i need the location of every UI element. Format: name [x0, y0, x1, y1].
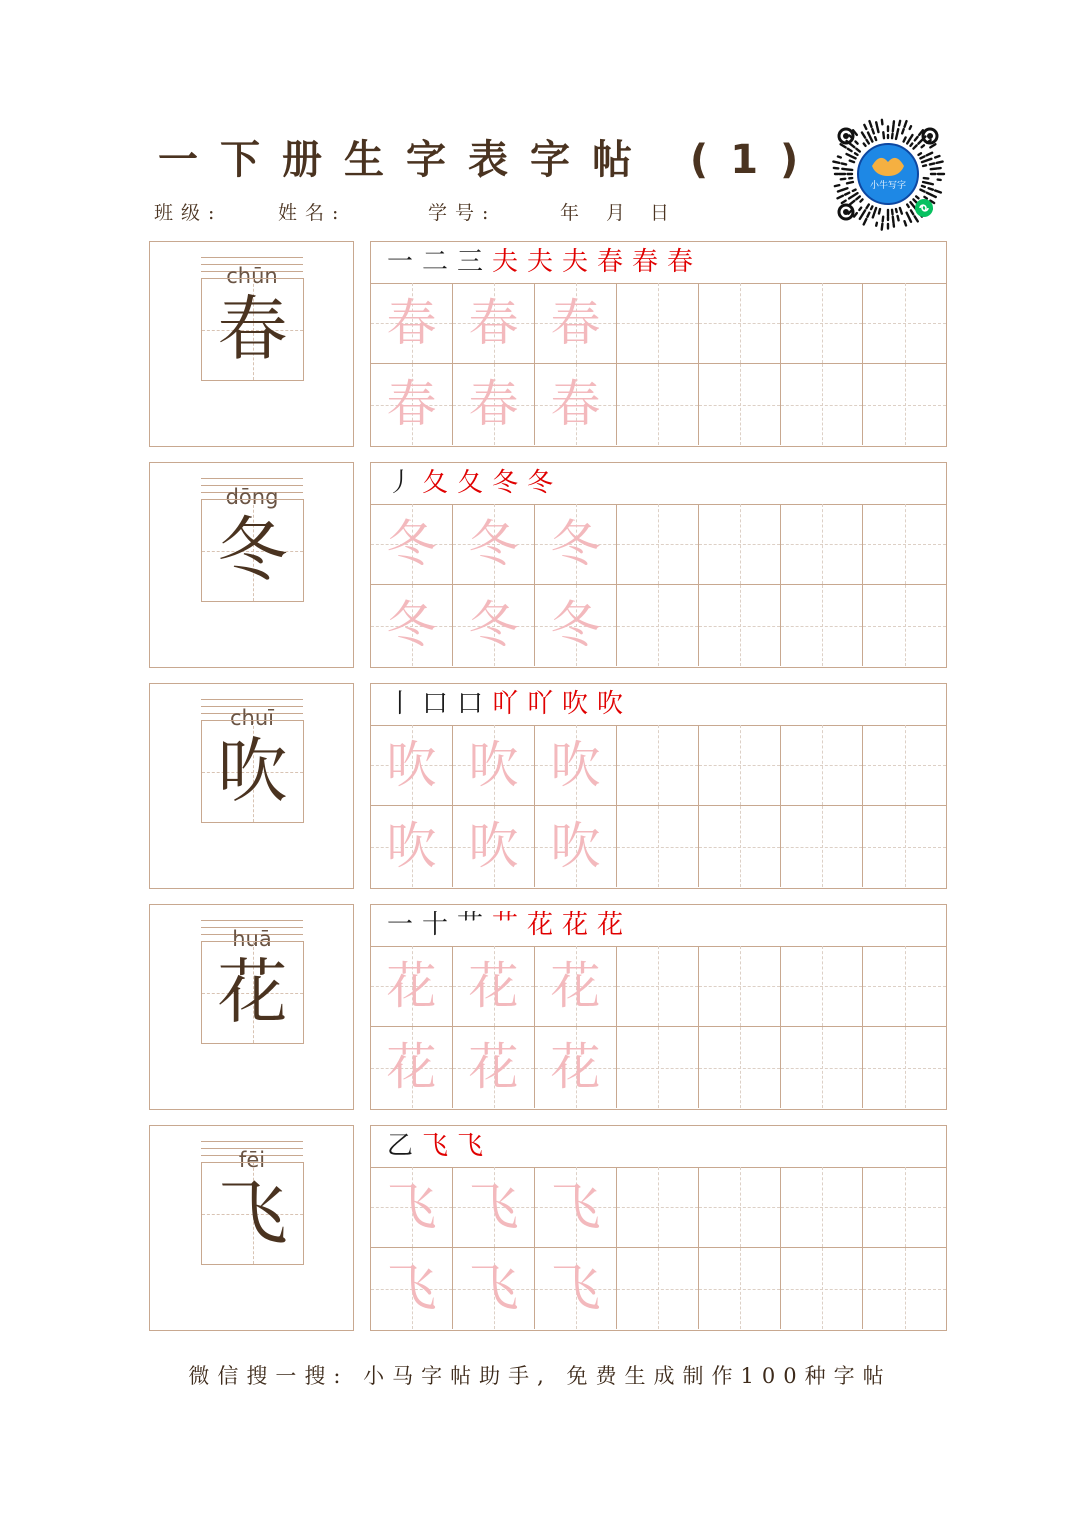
tian-grid	[201, 720, 304, 823]
practice-cell[interactable]	[863, 806, 946, 887]
practice-cell[interactable]	[371, 364, 453, 445]
practice-cell[interactable]	[535, 946, 617, 1027]
qr-badge-text: 小牛写字	[869, 181, 907, 191]
trace-character: 吹	[468, 817, 519, 875]
practice-cell[interactable]	[371, 585, 453, 666]
stroke-step: 口	[421, 689, 448, 719]
pinyin-text: fēi	[238, 1148, 266, 1172]
practice-cell[interactable]	[781, 1248, 863, 1329]
practice-cell[interactable]	[453, 1027, 535, 1108]
practice-area	[370, 241, 947, 447]
practice-cell[interactable]	[781, 504, 863, 585]
stroke-order-row	[371, 1126, 946, 1168]
practice-cell[interactable]	[699, 364, 781, 445]
practice-cell[interactable]	[617, 1027, 699, 1108]
year-label: 年	[560, 202, 588, 224]
practice-cell[interactable]	[453, 946, 535, 1027]
practice-grid	[371, 504, 946, 667]
practice-cell[interactable]	[535, 504, 617, 585]
practice-cell[interactable]	[699, 1167, 781, 1248]
practice-cell[interactable]	[781, 806, 863, 887]
practice-cell[interactable]	[699, 504, 781, 585]
stroke-order-row	[371, 684, 946, 726]
practice-cell[interactable]	[371, 806, 453, 887]
stroke-step: 冬	[526, 468, 553, 498]
trace-character: 飞	[468, 1178, 519, 1236]
practice-area	[370, 683, 947, 889]
stroke-step: 吹	[561, 689, 588, 719]
stroke-order-row	[371, 905, 946, 947]
student-id-label: 学号:	[428, 202, 497, 224]
day-label: 日	[650, 202, 678, 224]
practice-grid	[371, 1167, 946, 1330]
practice-cell[interactable]	[371, 1248, 453, 1329]
trace-character: 春	[386, 294, 437, 352]
practice-cell[interactable]	[863, 1248, 946, 1329]
practice-cell[interactable]	[453, 1167, 535, 1248]
practice-cell[interactable]	[453, 806, 535, 887]
trace-character: 冬	[468, 515, 519, 573]
practice-cell[interactable]	[535, 1027, 617, 1108]
trace-character: 花	[386, 957, 437, 1015]
stroke-step: 艹	[456, 910, 483, 940]
practice-cell[interactable]	[371, 1167, 453, 1248]
trace-character: 吹	[468, 736, 519, 794]
practice-cell[interactable]	[781, 585, 863, 666]
practice-cell[interactable]	[453, 283, 535, 364]
stroke-step: 一	[386, 910, 413, 940]
footer-note: 微信搜一搜: 小马字帖助手, 免费生成制作100种字帖	[188, 1364, 892, 1388]
trace-character: 春	[550, 294, 601, 352]
practice-cell[interactable]	[535, 725, 617, 806]
trace-character: 花	[550, 1038, 601, 1096]
trace-character: 春	[468, 294, 519, 352]
stroke-step: 春	[666, 247, 693, 277]
stroke-step: 丿	[386, 468, 413, 498]
character-row	[149, 241, 947, 449]
trace-character: 飞	[386, 1259, 437, 1317]
practice-cell[interactable]	[617, 283, 699, 364]
stroke-step: 三	[456, 247, 483, 277]
trace-character: 花	[468, 957, 519, 1015]
stroke-step: 花	[526, 910, 553, 940]
practice-cell[interactable]	[699, 806, 781, 887]
stroke-order-row	[371, 242, 946, 284]
model-character-box	[149, 241, 354, 447]
practice-cell[interactable]	[863, 364, 946, 445]
practice-grid	[371, 283, 946, 446]
pinyin-text: dōng	[225, 485, 279, 509]
pinyin-text: chuī	[230, 706, 274, 730]
practice-cell[interactable]	[535, 1248, 617, 1329]
practice-cell[interactable]	[699, 1027, 781, 1108]
practice-area	[370, 904, 947, 1110]
practice-cell[interactable]	[863, 1027, 946, 1108]
practice-cell[interactable]	[535, 283, 617, 364]
practice-cell[interactable]	[371, 504, 453, 585]
trace-character: 吹	[386, 736, 437, 794]
practice-cell[interactable]	[863, 283, 946, 364]
pinyin-text: chūn	[226, 264, 278, 288]
stroke-step: 花	[561, 910, 588, 940]
name-label: 姓名:	[278, 202, 347, 224]
model-character: 吹	[217, 730, 288, 812]
character-row	[149, 683, 947, 891]
practice-cell[interactable]	[863, 725, 946, 806]
practice-cell[interactable]	[863, 946, 946, 1027]
practice-cell[interactable]	[781, 1167, 863, 1248]
tian-grid	[201, 1162, 304, 1265]
character-row	[149, 1125, 947, 1333]
stroke-step: 吖	[491, 689, 518, 719]
stroke-step: 夫	[491, 247, 518, 277]
model-character: 冬	[217, 509, 288, 591]
practice-cell[interactable]	[699, 725, 781, 806]
practice-cell[interactable]	[781, 364, 863, 445]
practice-grid	[371, 725, 946, 888]
practice-cell[interactable]	[699, 585, 781, 666]
practice-cell[interactable]	[781, 1027, 863, 1108]
trace-character: 吹	[550, 817, 601, 875]
stroke-step: 夫	[561, 247, 588, 277]
practice-cell[interactable]	[535, 1167, 617, 1248]
tian-grid	[201, 278, 304, 381]
trace-character: 吹	[386, 817, 437, 875]
practice-cell[interactable]	[535, 806, 617, 887]
practice-cell[interactable]	[453, 585, 535, 666]
practice-cell[interactable]	[781, 946, 863, 1027]
stroke-step: 口	[456, 689, 483, 719]
character-row	[149, 904, 947, 1112]
tian-grid	[201, 499, 304, 602]
trace-character: 飞	[550, 1259, 601, 1317]
trace-character: 飞	[386, 1178, 437, 1236]
practice-cell[interactable]	[617, 946, 699, 1027]
practice-cell[interactable]	[453, 504, 535, 585]
trace-character: 飞	[550, 1178, 601, 1236]
practice-cell[interactable]	[699, 946, 781, 1027]
stroke-step: 夫	[526, 247, 553, 277]
stroke-step: 吖	[526, 689, 553, 719]
stroke-step: 冬	[491, 468, 518, 498]
trace-character: 春	[468, 375, 519, 433]
practice-cell[interactable]	[617, 364, 699, 445]
model-character: 飞	[217, 1172, 288, 1254]
trace-character: 春	[550, 375, 601, 433]
trace-character: 冬	[468, 596, 519, 654]
stroke-step: 十	[421, 910, 448, 940]
practice-cell[interactable]	[781, 283, 863, 364]
practice-cell[interactable]	[453, 1248, 535, 1329]
stroke-step: 春	[596, 247, 623, 277]
stroke-step: 春	[631, 247, 658, 277]
model-character-box	[149, 683, 354, 889]
practice-cell[interactable]	[781, 725, 863, 806]
practice-cell[interactable]	[371, 1027, 453, 1108]
stroke-step: 乙	[386, 1131, 413, 1161]
mini-program-qr-code[interactable]	[828, 114, 948, 234]
wechat-mini-program-icon	[915, 199, 933, 217]
practice-cell[interactable]	[453, 364, 535, 445]
practice-cell[interactable]	[535, 364, 617, 445]
stroke-order-row	[371, 463, 946, 505]
practice-cell[interactable]	[371, 283, 453, 364]
stroke-step: 丨	[386, 689, 413, 719]
tian-grid	[201, 941, 304, 1044]
practice-grid	[371, 946, 946, 1109]
practice-cell[interactable]	[371, 946, 453, 1027]
practice-cell[interactable]	[617, 725, 699, 806]
stroke-step: 二	[421, 247, 448, 277]
stroke-step: 飞	[421, 1131, 448, 1161]
practice-cell[interactable]	[617, 1167, 699, 1248]
practice-cell[interactable]	[617, 585, 699, 666]
practice-cell[interactable]	[371, 725, 453, 806]
trace-character: 冬	[550, 515, 601, 573]
model-character-box	[149, 1125, 354, 1331]
practice-area	[370, 462, 947, 668]
stroke-step: 艹	[491, 910, 518, 940]
trace-character: 冬	[550, 596, 601, 654]
month-label: 月	[606, 202, 634, 224]
practice-cell[interactable]	[617, 1248, 699, 1329]
practice-cell[interactable]	[535, 585, 617, 666]
stroke-step: 飞	[456, 1131, 483, 1161]
trace-character: 花	[468, 1038, 519, 1096]
page-title: 一下册生字表字帖 (1)	[158, 137, 821, 183]
class-label: 班级:	[154, 202, 223, 224]
trace-character: 飞	[468, 1259, 519, 1317]
practice-cell[interactable]	[863, 1167, 946, 1248]
trace-character: 吹	[550, 736, 601, 794]
model-character-box	[149, 462, 354, 668]
trace-character: 花	[550, 957, 601, 1015]
stroke-step: 一	[386, 247, 413, 277]
practice-cell[interactable]	[699, 283, 781, 364]
trace-character: 花	[386, 1038, 437, 1096]
model-character: 花	[217, 951, 288, 1033]
stroke-step: 花	[596, 910, 623, 940]
stroke-step: 夂	[456, 468, 483, 498]
character-row	[149, 462, 947, 670]
practice-cell[interactable]	[617, 806, 699, 887]
practice-cell[interactable]	[617, 504, 699, 585]
trace-character: 冬	[386, 515, 437, 573]
practice-cell[interactable]	[863, 504, 946, 585]
stroke-step: 夂	[421, 468, 448, 498]
stroke-step: 吹	[596, 689, 623, 719]
practice-area	[370, 1125, 947, 1331]
practice-cell[interactable]	[863, 585, 946, 666]
trace-character: 春	[386, 375, 437, 433]
practice-cell[interactable]	[453, 725, 535, 806]
pinyin-text: huā	[232, 927, 272, 951]
trace-character: 冬	[386, 596, 437, 654]
model-character: 春	[217, 288, 288, 370]
model-character-box	[149, 904, 354, 1110]
practice-cell[interactable]	[699, 1248, 781, 1329]
